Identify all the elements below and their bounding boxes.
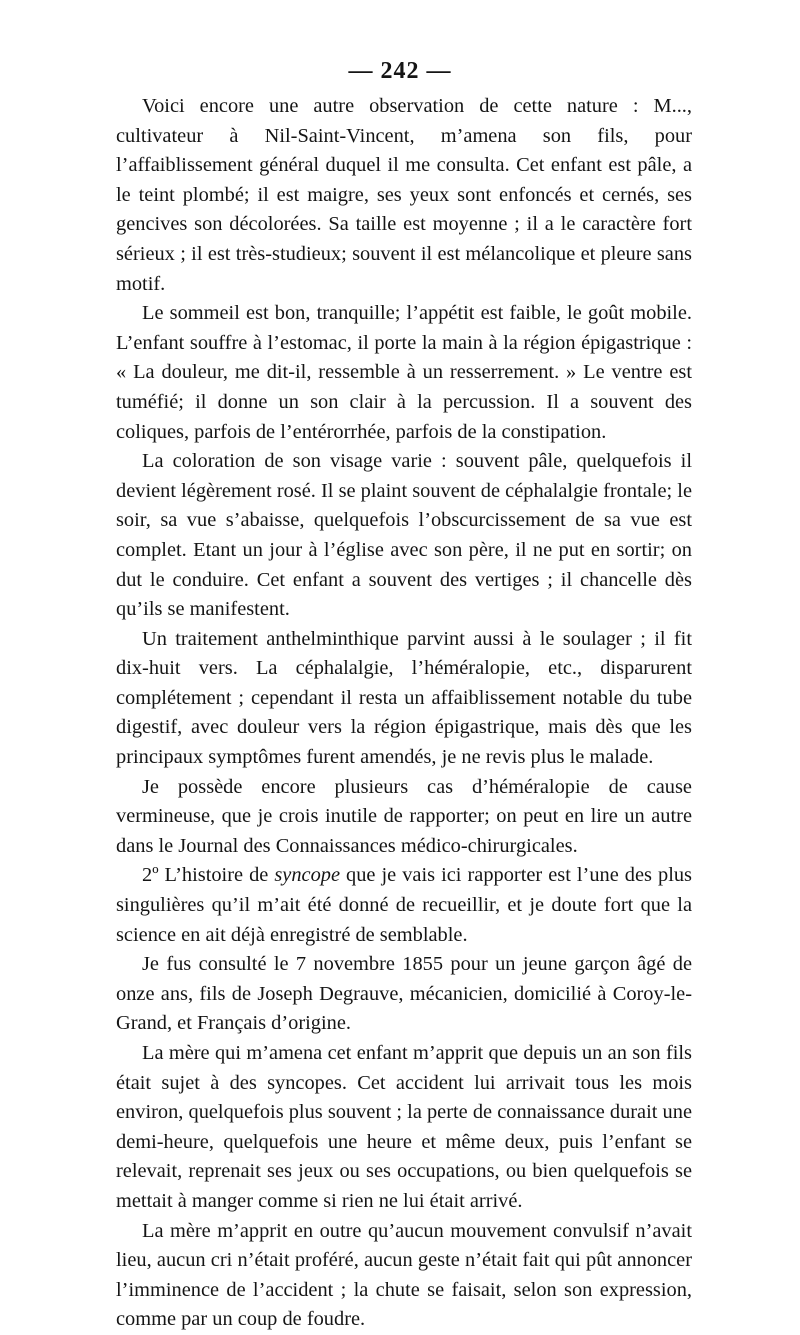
paragraph-7: Je fus consulté le 7 novembre 1855 pour un jeune garçon âgé de onze ans, fils de Joseph Degrauve, mécanicien, domicilié à Coroy-le-Grand, et Français d’origine.: [116, 953, 692, 1035]
body-text: [116, 92, 692, 1335]
paragraph-3: La coloration de son visage varie : souvent pâle, quelquefois il devient légèrement rosé. Il se plaint souvent de céphalalgie frontale; le soir, sa vue s’abaisse, quelquefois l’obscurcissement de sa vue est complet. Etant un jour à l’église avec son père, il ne put en sortir; on dut le conduire. Cet enfant a souvent des vertiges ; il chancelle dès qu’ils se manifestent.: [116, 450, 692, 621]
paragraph-9: La mère m’apprit en outre qu’aucun mouvement convulsif n’avait lieu, aucun cri n’était proféré, aucun geste n’était fait qui pût annoncer l’imminence de l’accident ; la chute se faisait, selon son expression, comme par un coup de foudre.: [116, 1219, 692, 1331]
paragraph-4: Un traitement anthelminthique parvint aussi à le soulager ; il fit dix-huit vers. La céphalalgie, l’héméralopie, etc., disparurent complétement ; cependant il resta un affaiblissement notable du tube digestif, avec douleur vers la région épigastrique, mais dès que les principaux symptômes furent amendés, je ne revis plus le malade.: [116, 627, 692, 769]
paragraph-2: Le sommeil est bon, tranquille; l’appétit est faible, le goût mobile. L’enfant souffre à l’estomac, il porte la main à la région épigastrique : « La douleur, me dit-il, ressemble à un resserrement. » Le ventre est tuméfié; il donne un son clair à la percussion. Il a souvent des coliques, parfois de l’entérorrhée, parfois de la constipation.: [116, 302, 692, 443]
paragraph-6-rest: que je vais ici rapporter est l’une des plus singulières qu’il m’ait été donné de recueillir, et je doute fort que la science en ait déjà enregistré de semblable.: [116, 864, 692, 946]
paragraph-6-emphasis: syncope: [274, 864, 341, 887]
paragraph-5: Je possède encore plusieurs cas d’héméralopie de cause vermineuse, que je crois inutile de rapporter; on peut en lire un autre dans le Journal des Connaissances médico-chirurgicales.: [116, 775, 692, 857]
paragraph-8: La mère qui m’amena cet enfant m’apprit que depuis un an son fils était sujet à des syncopes. Cet accident lui arrivait tous les mois environ, quelquefois plus souvent ; la perte de connaissance durait une demi-heure, quelquefois une heure et même deux, puis l’enfant se relevait, reprenait ses jeux ou ses occupations, ou bien quelquefois se mettait à manger comme si rien ne lui était arrivé.: [116, 1042, 692, 1212]
paragraph-6: [116, 861, 692, 950]
paragraph-1: Voici encore une autre observation de cette nature : M..., cultivateur à Nil-Saint-Vincent, m’amena son fils, pour l’affaiblissement général duquel il me consulta. Cet enfant est pâle, a le teint plombé; il est maigre, ses yeux sont enfoncés et cernés, ses gencives son décolorées. Sa taille est moyenne ; il a le caractère fort sérieux ; il est très-studieux; souvent il est mélancolique et pleure sans motif.: [116, 95, 692, 295]
page-number: — 242 —: [348, 58, 452, 84]
paragraph-6-lead: 2º L’histoire de: [142, 864, 275, 887]
